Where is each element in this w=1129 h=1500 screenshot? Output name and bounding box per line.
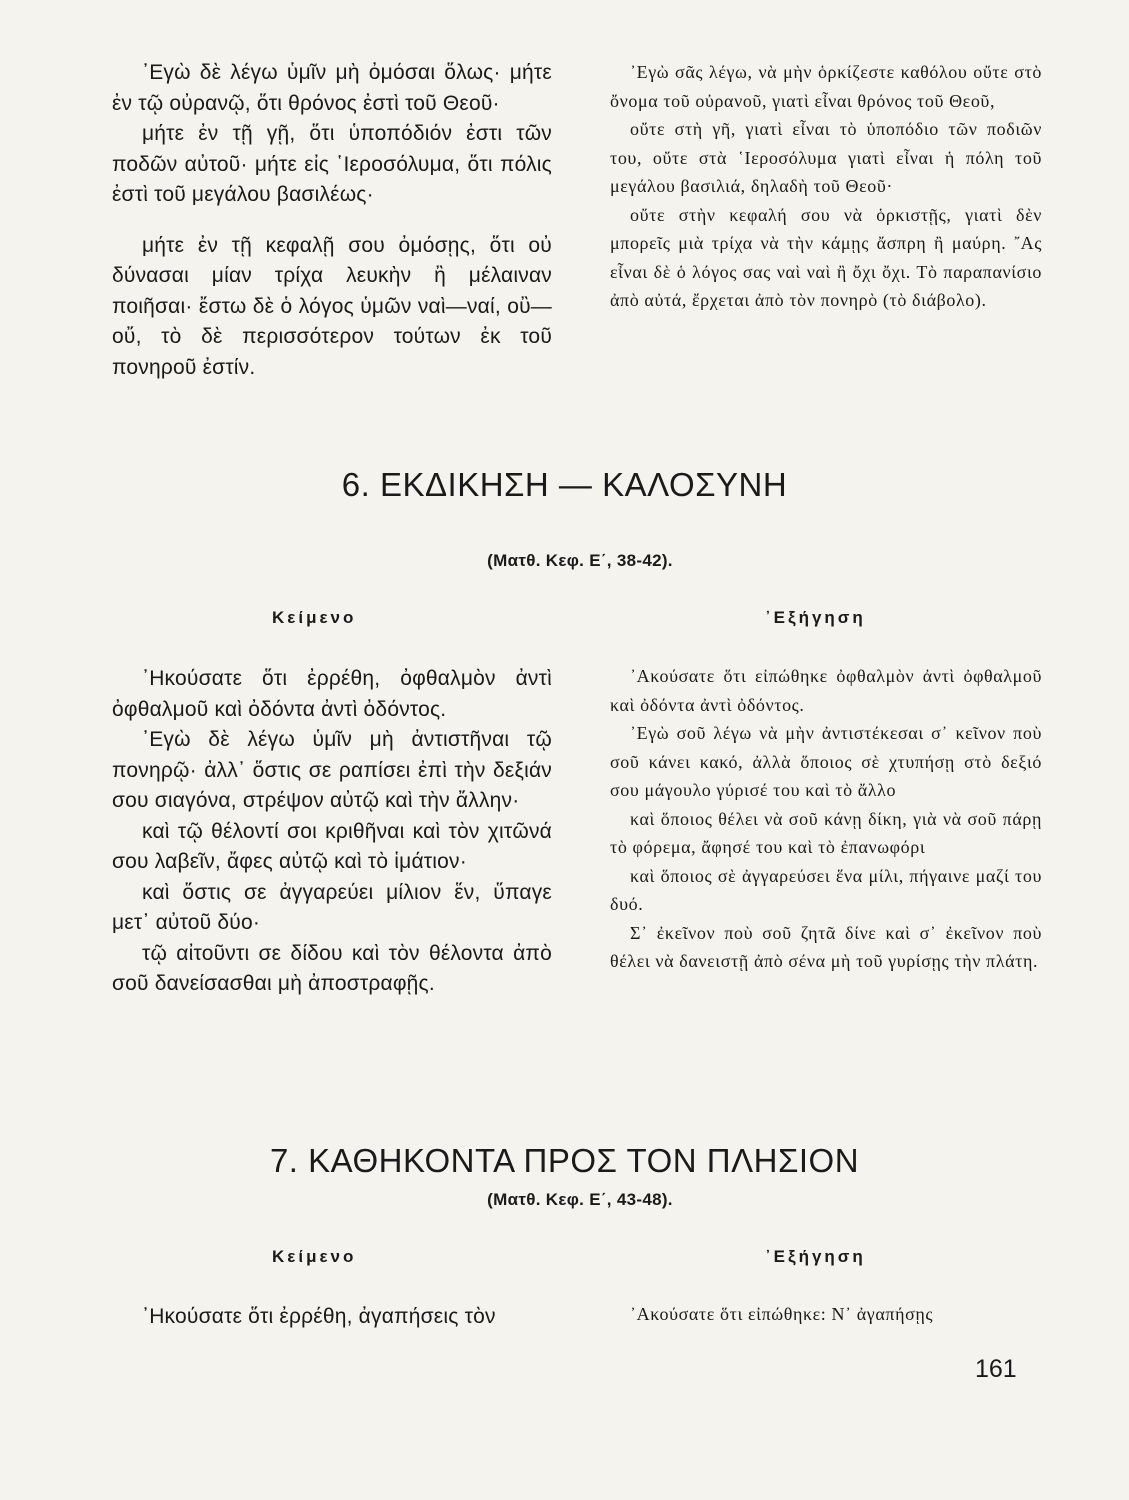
section-7-title: 7. ΚΑΘΗΚΟΝΤΑ ΠΡΟΣ ΤΟΝ ΠΛΗΣΙΟΝ [269, 1142, 860, 1179]
section-6-translation-para-3: καὶ ὅποιος θέλει νὰ σοῦ κάνῃ δίκη, γιὰ νὰ σοῦ πάρῃ τὸ φόρεμα, ἄφησέ του καὶ τὸ ἐπανωφόρι [610, 808, 1042, 857]
section-6-original-para-1: ᾿Ηκούσατε ὅτι ἐρρέθη, ὀφθαλμὸν ἀντὶ ὀφθαλμοῦ καὶ ὀδόντα ἀντὶ ὀδόντος. [112, 667, 552, 721]
section-6-reference: (Ματθ. Κεφ. Ε΄, 38-42). [487, 551, 673, 570]
section-7-original-heading: Κείμενο [272, 1247, 357, 1266]
top-original-column [112, 58, 552, 383]
section-6-original-para-4: καὶ ὅστις σε ἀγγαρεύει μίλιον ἕν, ὕπαγε μετ᾿ αὐτοῦ δύο· [112, 880, 552, 934]
section-6-title: 6. ΕΚΔΙΚΗΣΗ — ΚΑΛΟΣΥΝΗ [341, 466, 788, 503]
top-translation-para-1: ᾿Εγὼ σᾶς λέγω, νὰ μὴν ὁρκίζεστε καθόλου οὔτε στὸ ὄνομα τοῦ οὐρανοῦ, γιατὶ εἶναι θρόνος τοῦ Θεοῦ, [610, 62, 1042, 111]
section-6-translation-para-4: καὶ ὅποιος σὲ ἀγγαρεύσει ἕνα μίλι, πήγαινε μαζί του δυό. [610, 865, 1042, 914]
top-original-para-2: μήτε ἐν τῇ γῇ, ὅτι ὑποπόδιόν ἐστι τῶν ποδῶν αὐτοῦ· μήτε εἰς ῾Ιεροσόλυμα, ὅτι πόλις ἐστὶ τοῦ μεγάλου βασιλέως· [112, 122, 552, 206]
section-6-original-para-2: ᾿Εγὼ δὲ λέγω ὑμῖν μὴ ἀντιστῆναι τῷ πονηρῷ· ἀλλ᾿ ὅστις σε ραπίσει ἐπὶ τὴν δεξιάν σου σιαγόνα, στρέψον αὐτῷ καὶ τὴν ἄλλην· [112, 728, 552, 812]
section-7-translation-column [610, 1300, 1042, 1329]
top-original-para-1: ᾿Εγὼ δὲ λέγω ὑμῖν μὴ ὀμόσαι ὅλως· μήτε ἐν τῷ οὐρανῷ, ὅτι θρόνος ἐστὶ τοῦ Θεοῦ· [112, 61, 552, 115]
section-6-original-para-3: καὶ τῷ θέλοντί σοι κριθῆναι καὶ τὸν χιτῶνά σου λαβεῖν, ἄφες αὐτῷ καὶ τὸ ἱμάτιον· [112, 819, 552, 873]
section-7-translation-heading: ᾿Εξήγηση [765, 1247, 866, 1266]
section-6-translation-para-2: ᾿Εγὼ σοῦ λέγω νὰ μὴν ἀντιστέκεσαι σ᾿ κεῖνον ποὺ σοῦ κάνει κακό, ἀλλὰ ὅποιος σὲ χτυπήσῃ στὸ δεξιό σου μάγουλο γύρισέ του καὶ τὸ ἄλλο [610, 723, 1042, 800]
section-6-original-column [112, 664, 552, 1000]
top-translation-para-2: οὔτε στὴ γῆ, γιατὶ εἶναι τὸ ὑποπόδιο τῶν ποδιῶν του, οὔτε στὰ ῾Ιεροσόλυμα γιατὶ εἶναι ἡ πόλη τοῦ μεγάλου βασιλιά, δηλαδὴ τοῦ Θεοῦ· [610, 119, 1042, 196]
section-7-original-column [112, 1302, 552, 1333]
section-6-translation-heading: ᾿Εξήγηση [765, 608, 866, 627]
top-original-para-3: μήτε ἐν τῇ κεφαλῇ σου ὀμόσῃς, ὅτι οὐ δύνασαι μίαν τρίχα λευκὴν ἢ μέλαιναν ποιῆσαι· ἔστω δὲ ὁ λόγος ὑμῶν ναὶ—ναί, οὒ—οὔ, τὸ δὲ περισσότερον τούτων ἐκ τοῦ πονηροῦ ἐστίν. [112, 233, 552, 379]
section-6-original-heading: Κείμενο [272, 608, 357, 627]
top-translation-column [610, 58, 1042, 315]
section-7-reference: (Ματθ. Κεφ. Ε΄, 43-48). [487, 1190, 673, 1209]
section-6-translation-para-1: ᾿Ακούσατε ὅτι εἰπώθηκε ὀφθαλμὸν ἀντὶ ὀφθαλμοῦ καὶ ὀδόντα ἀντὶ ὀδόντος. [610, 666, 1042, 715]
section-6-translation-para-5: Σ᾿ ἐκεῖνον ποὺ σοῦ ζητᾶ δίνε καὶ σ᾿ ἐκεῖνον ποὺ θέλει νὰ δανειστῇ ἀπὸ σένα μὴ τοῦ γυρίσῃς τὴν πλάτη. [610, 922, 1042, 971]
section-7-translation-para-1: ᾿Ακούσατε ὅτι εἰπώθηκε: Ν᾿ ἀγαπήσῃς [630, 1304, 934, 1324]
top-translation-para-3: οὔτε στὴν κεφαλή σου νὰ ὁρκιστῇς, γιατὶ δὲν μπορεῖς μιὰ τρίχα νὰ τὴν κάμῃς ἄσπρη ἢ μαύρη. ῎Ας εἶναι δὲ ὁ λόγος σας ναὶ ναὶ ἢ ὄχι ὄχι. Τὸ παραπανίσιο ἀπὸ αὐτά, ἔρχεται ἀπὸ τὸν πονηρὸ (τὸ διάβολο). [610, 204, 1042, 310]
section-6-original-para-5: τῷ αἰτοῦντι σε δίδου καὶ τὸν θέλοντα ἀπὸ σοῦ δανείσασθαι μὴ ἀποστραφῇς. [112, 941, 552, 995]
page-number: 161 [975, 1355, 1017, 1383]
section-6-translation-column [610, 662, 1042, 976]
section-7-original-para-1: ᾿Ηκούσατε ὅτι ἐρρέθη, ἀγαπήσεις τὸν [142, 1305, 496, 1328]
